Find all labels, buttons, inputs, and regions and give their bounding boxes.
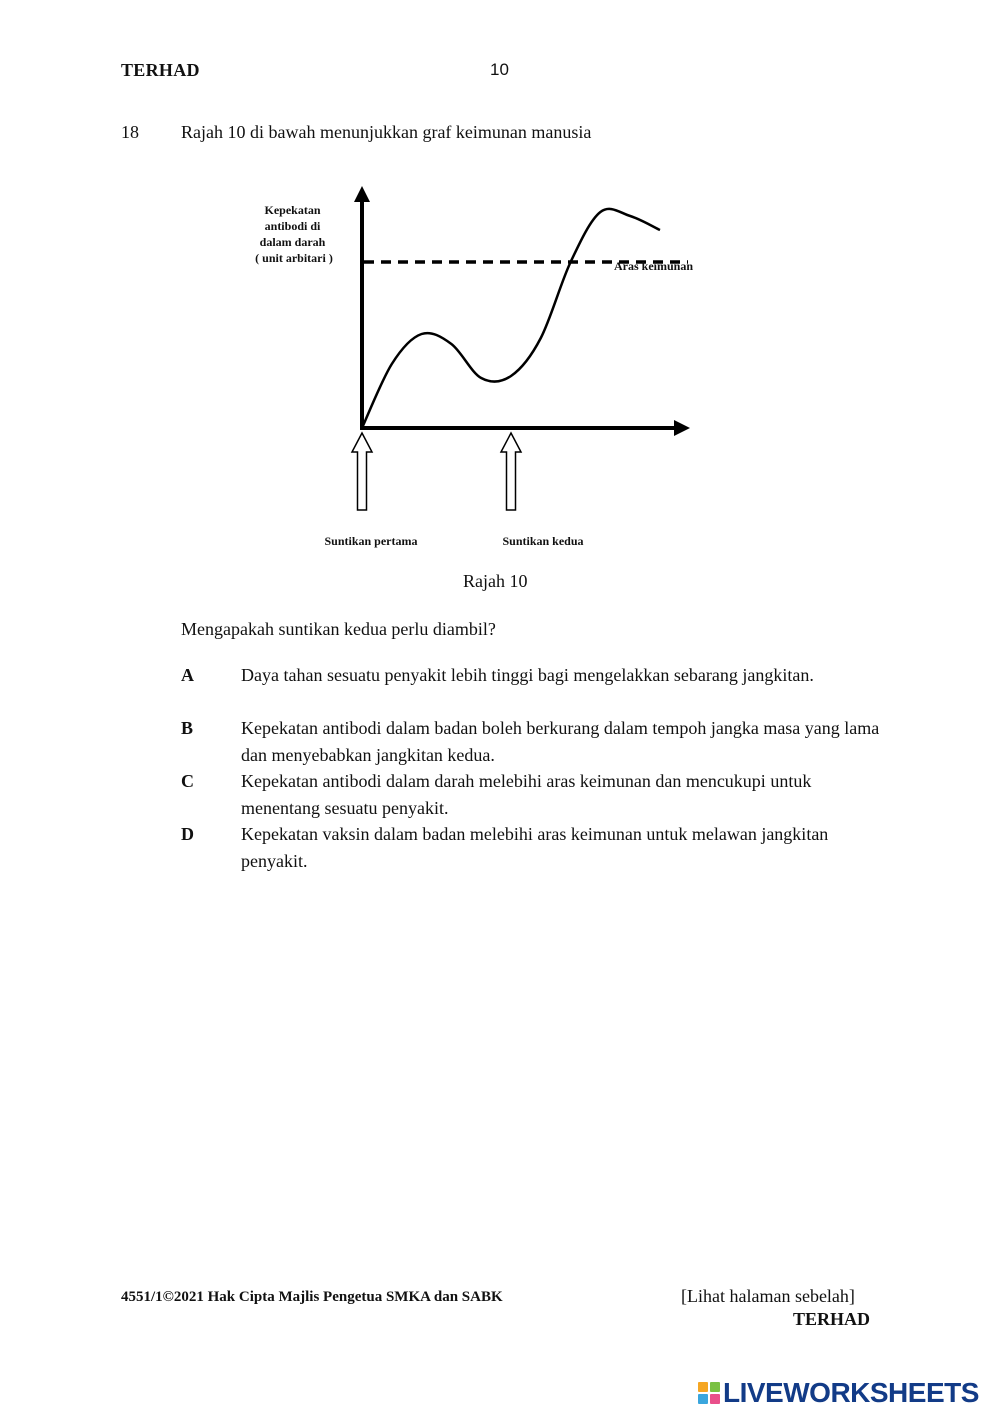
first-injection-arrow: [352, 433, 372, 510]
y-label-line-2: antibodi di: [264, 219, 321, 233]
option-letter: A: [181, 665, 194, 685]
option-text: Kepekatan antibodi dalam badan boleh berkurang dalam tempoh jangka masa yang lama dan menyebabkan jangkitan kedua.: [241, 718, 880, 765]
y-axis-arrowhead: [354, 186, 370, 202]
question-prompt: Mengapakah suntikan kedua perlu diambil?: [181, 619, 496, 639]
logo-text: LIVEWORKSHEETS: [723, 1377, 979, 1408]
y-label-line-4: ( unit arbitari ): [255, 251, 333, 265]
option-text: Daya tahan sesuatu penyakit lebih tinggi bagi mengelakkan sebarang jangkitan.: [241, 665, 814, 685]
x-axis-arrowhead: [674, 420, 690, 436]
liveworksheets-logo[interactable]: [698, 1378, 979, 1408]
header-classification: TERHAD: [121, 60, 200, 80]
second-injection-arrow: [501, 433, 521, 510]
footer-copyright: 4551/1©2021 Hak Cipta Majlis Pengetua SMKA dan SABK: [121, 1289, 503, 1305]
option-letter: B: [181, 718, 194, 738]
immunity-threshold-label: Aras keimunan: [614, 259, 694, 273]
second-injection-label: Suntikan kedua: [502, 534, 584, 548]
antibody-curve: [362, 209, 660, 428]
option-text: Kepekatan antibodi dalam darah melebihi aras keimunan dan mencukupi untuk menentang sesuatu penyakit.: [241, 771, 812, 818]
y-label-line-3: dalam darah: [259, 235, 326, 249]
option-letter: D: [181, 824, 194, 844]
footer-classification: TERHAD: [793, 1309, 871, 1329]
logo-tile: [698, 1382, 708, 1392]
figure-caption: Rajah 10: [463, 571, 528, 591]
y-label-line-1: Kepekatan: [264, 203, 321, 217]
logo-grid-icon: [698, 1382, 720, 1404]
option-text: Kepekatan vaksin dalam badan melebihi aras keimunan untuk melawan jangkitan penyakit.: [241, 824, 829, 871]
logo-tile: [710, 1382, 720, 1392]
first-injection-label: Suntikan pertama: [324, 534, 418, 548]
y-axis-label: [255, 203, 333, 265]
immunity-graph: [240, 170, 720, 560]
logo-tile: [710, 1394, 720, 1404]
footer-next-page: [Lihat halaman sebelah]: [681, 1286, 855, 1306]
page-number: 10: [490, 60, 509, 79]
logo-tile: [698, 1394, 708, 1404]
question-number: 18: [121, 122, 139, 142]
question-intro: Rajah 10 di bawah menunjukkan graf keimunan manusia: [181, 122, 592, 142]
option-letter: C: [181, 771, 194, 791]
